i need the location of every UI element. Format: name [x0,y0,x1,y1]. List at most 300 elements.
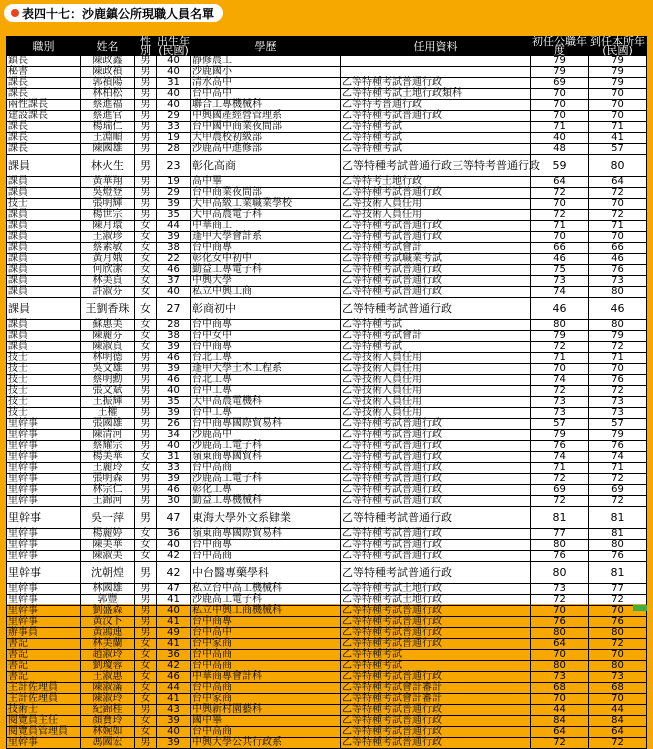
cell-education: 台中商專 [191,243,341,254]
cell-title: 課長 [7,78,81,89]
cell-education: 沙鹿高工電子科 [191,595,341,606]
cell-title: 課員 [7,254,81,265]
cell-appointment: 乙等特考普通行政 [341,100,531,111]
cell-birth-year: 40 [157,67,191,78]
cell-appointment: 乙等特種考試 [341,133,531,144]
cell-first-year: 48 [531,144,589,155]
cell-title: 技士 [7,397,81,408]
cell-first-year: 70 [531,89,589,100]
cell-name: 王淵順 [81,133,135,144]
cell-birth-year: 44 [157,683,191,694]
cell-appointment: 乙等特種考試普通行政 [341,441,531,452]
cell-name: 紀錦桂 [81,705,135,716]
cell-title: 里幹事 [7,419,81,430]
cell-arrival-year: 76 [589,265,647,276]
cell-gender: 男 [135,397,157,408]
cell-arrival-year: 46 [589,298,647,320]
table-row [7,287,647,298]
cell-birth-year: 40 [157,606,191,617]
cell-birth-year: 38 [157,331,191,342]
table-row [7,408,647,419]
cell-first-year: 69 [531,485,589,496]
cell-gender: 女 [135,694,157,705]
cell-gender: 女 [135,331,157,342]
cell-education: 沙鹿高中 [191,430,341,441]
cell-appointment: 乙等特種考試普通行政 [341,298,531,320]
cell-arrival-year: 70 [589,89,647,100]
cell-first-year: 73 [531,672,589,683]
cell-name: 蔡素敏 [81,243,135,254]
cell-gender: 女 [135,463,157,474]
table-row [7,738,647,749]
cell-gender: 男 [135,56,157,67]
cell-education: 台中高商 [191,683,341,694]
cell-gender: 女 [135,661,157,672]
cell-education: 台中工專 [191,386,341,397]
cell-gender: 女 [135,650,157,661]
table-row [7,386,647,397]
cell-gender: 女 [135,540,157,551]
cell-education: 彰化工專 [191,485,341,496]
cell-education: 台中高中 [191,628,341,639]
cell-birth-year: 39 [157,232,191,243]
cell-title: 秘書 [7,67,81,78]
col-header-birth-year: 出生年(民國) [157,35,190,57]
cell-gender: 女 [135,683,157,694]
cell-arrival-year: 64 [589,727,647,738]
cell-education: 清水高中 [191,78,341,89]
cell-name: 陳清河 [81,430,135,441]
cell-appointment: 乙等特種考試會計 [341,331,531,342]
cell-birth-year: 27 [157,298,191,320]
cell-name: 林婉如 [81,727,135,738]
cell-education: 中華商工 [191,221,341,232]
cell-title: 里幹事 [7,441,81,452]
cell-gender: 男 [135,199,157,210]
cell-appointment: 乙等特種考試普通行政 [341,507,531,529]
cell-gender: 男 [135,617,157,628]
table-row [7,243,647,254]
roster-table [6,36,647,749]
cell-appointment: 乙等特種考試職業考試 [341,254,531,265]
cell-first-year: 66 [531,243,589,254]
cell-title: 閱覽員管理員 [7,727,81,738]
table-row [7,551,647,562]
cell-education: 台中商專 [191,617,341,628]
cell-birth-year: 39 [157,738,191,749]
cell-first-year: 44 [531,705,589,716]
cell-name: 王振輝 [81,397,135,408]
cell-appointment: 乙等特種考試 [341,661,531,672]
cell-appointment: 乙等技術人員任用 [341,375,531,386]
cell-birth-year: 39 [157,408,191,419]
cell-appointment: 乙等特種考試普通行政 [341,265,531,276]
cell-education: 東海大學外文系肄業 [191,507,341,529]
cell-arrival-year: 70 [589,111,647,122]
cell-appointment: 乙等技術人員任用 [341,199,531,210]
col-header-first-year: 初任公職年度 [532,35,587,57]
cell-gender: 男 [135,375,157,386]
cell-arrival-year: 72 [589,342,647,353]
table-row [7,177,647,188]
cell-gender: 男 [135,738,157,749]
table-row [7,122,647,133]
cell-birth-year: 28 [157,144,191,155]
cell-first-year: 40 [531,133,589,144]
roster-sheet [6,35,646,748]
header-row [7,37,647,56]
cell-title: 課員 [7,331,81,342]
cell-arrival-year: 80 [589,287,647,298]
cell-name: 黃汶卜 [81,617,135,628]
cell-name: 王淑珍 [81,232,135,243]
table-row [7,254,647,265]
cell-arrival-year: 72 [589,639,647,650]
table-row [7,540,647,551]
cell-arrival-year: 71 [589,221,647,232]
cell-birth-year: 41 [157,639,191,650]
bullet-icon [11,9,19,17]
cell-appointment: 乙等特種考試 [341,144,531,155]
cell-gender: 女 [135,221,157,232]
table-row [7,584,647,595]
cell-birth-year: 22 [157,254,191,265]
cell-education: 大甲農校初級部 [191,133,341,144]
cell-birth-year: 36 [157,529,191,540]
cell-appointment: 乙等特種考試普通行政 [341,639,531,650]
cell-birth-year: 39 [157,342,191,353]
footer-mark [633,605,647,611]
cell-arrival-year: 73 [589,397,647,408]
cell-gender: 女 [135,276,157,287]
cell-education: 私立中興工商 [191,287,341,298]
table-row [7,155,647,177]
cell-first-year: 70 [531,694,589,705]
cell-name: 黃鴻連 [81,628,135,639]
cell-birth-year: 19 [157,133,191,144]
cell-title: 技士 [7,353,81,364]
cell-name: 劉盛森 [81,606,135,617]
cell-first-year: 64 [531,727,589,738]
cell-arrival-year: 80 [589,661,647,672]
cell-name: 王淑惠 [81,672,135,683]
cell-gender: 男 [135,89,157,100]
cell-first-year: 71 [531,463,589,474]
cell-first-year: 72 [531,342,589,353]
cell-appointment: 乙等特種考試普通行政 [341,617,531,628]
cell-name: 蔡耀宗 [81,441,135,452]
table-row [7,210,647,221]
table-row [7,89,647,100]
cell-birth-year: 33 [157,122,191,133]
cell-arrival-year: 72 [589,188,647,199]
cell-first-year: 80 [531,661,589,672]
cell-education: 台北工專 [191,353,341,364]
cell-name: 黃華翔 [81,177,135,188]
cell-title: 里幹事 [7,551,81,562]
cell-education: 聯合工專機械科 [191,100,341,111]
table-row [7,419,647,430]
cell-name: 林火生 [81,155,135,177]
col-header-name: 姓名 [81,37,135,56]
cell-first-year: 64 [531,177,589,188]
cell-appointment: 乙等特種考試普通行政 [341,705,531,716]
cell-arrival-year: 76 [589,375,647,386]
cell-name: 張明森 [81,474,135,485]
cell-title: 課長 [7,122,81,133]
cell-birth-year: 40 [157,287,191,298]
cell-arrival-year: 79 [589,430,647,441]
cell-education: 國中畢 [191,716,341,727]
cell-birth-year: 34 [157,430,191,441]
cell-name: 楊世宗 [81,210,135,221]
cell-title: 課員 [7,188,81,199]
table-row [7,716,647,727]
cell-birth-year: 43 [157,705,191,716]
cell-gender: 男 [135,177,157,188]
cell-first-year: 79 [531,67,589,78]
cell-first-year: 59 [531,155,589,177]
table-row [7,474,647,485]
cell-arrival-year: 73 [589,408,647,419]
cell-birth-year: 36 [157,650,191,661]
cell-education: 沙鹿高中進修部 [191,144,341,155]
cell-gender: 女 [135,716,157,727]
cell-education: 台中女中 [191,331,341,342]
cell-gender: 女 [135,232,157,243]
cell-education: 勤益工專機械科 [191,496,341,507]
table-row [7,463,647,474]
cell-arrival-year: 71 [589,353,647,364]
cell-education: 台中高商 [191,661,341,672]
cell-first-year: 46 [531,298,589,320]
cell-appointment: 乙等特種考試普通行政 [341,727,531,738]
cell-name: 吳文雄 [81,364,135,375]
cell-birth-year: 31 [157,452,191,463]
cell-name: 馮國宏 [81,738,135,749]
cell-education: 嶺東商專國際貿易科 [191,529,341,540]
cell-appointment: 乙等特種考試普通行政 [341,529,531,540]
table-row [7,221,647,232]
cell-name: 楊麗婷 [81,529,135,540]
cell-appointment: 乙等特種考試普通行政 [341,276,531,287]
cell-title: 課員 [7,221,81,232]
cell-birth-year: 40 [157,100,191,111]
cell-appointment: 乙等特種考試普通行政 [341,716,531,727]
cell-title: 里幹事 [7,485,81,496]
cell-gender: 男 [135,111,157,122]
cell-title: 課員 [7,298,81,320]
cell-education: 沙鹿高工電子科 [191,441,341,452]
col-header-gender: 性別 [135,37,157,56]
table-row [7,683,647,694]
table-row [7,694,647,705]
cell-birth-year: 47 [157,507,191,529]
table-row [7,441,647,452]
table-row [7,617,647,628]
cell-birth-year: 46 [157,485,191,496]
cell-title: 課員 [7,287,81,298]
title-bar [4,4,304,22]
cell-education: 台中商專 [191,342,341,353]
cell-gender: 女 [135,320,157,331]
cell-arrival-year: 81 [589,562,647,584]
cell-name: 吳一萍 [81,507,135,529]
cell-education: 彰化高商 [191,155,341,177]
cell-name: 何欣潔 [81,265,135,276]
cell-birth-year: 35 [157,397,191,408]
cell-gender: 男 [135,595,157,606]
cell-first-year: 80 [531,562,589,584]
cell-title: 里幹事 [7,474,81,485]
cell-education: 台中商專 [191,540,341,551]
cell-appointment: 乙等特種考試土地行政 [341,584,531,595]
cell-gender: 男 [135,78,157,89]
cell-education: 台中商專 [191,320,341,331]
cell-title: 鎮長 [7,56,81,67]
cell-gender: 男 [135,364,157,375]
cell-first-year: 70 [531,232,589,243]
cell-birth-year: 40 [157,386,191,397]
cell-education: 台中商專國際貿易科 [191,419,341,430]
cell-arrival-year: 70 [589,606,647,617]
cell-title: 課長 [7,133,81,144]
cell-arrival-year: 68 [589,683,647,694]
cell-appointment: 乙等特種考試普通行政 [341,474,531,485]
cell-birth-year: 46 [157,375,191,386]
cell-arrival-year: 41 [589,133,647,144]
cell-arrival-year: 79 [589,56,647,67]
table-row [7,485,647,496]
cell-birth-year: 41 [157,694,191,705]
cell-education: 台北工專 [191,375,341,386]
cell-title: 技士 [7,386,81,397]
cell-birth-year: 19 [157,177,191,188]
cell-appointment: 乙等技術人員任用 [341,364,531,375]
cell-birth-year: 28 [157,320,191,331]
cell-arrival-year: 76 [589,441,647,452]
cell-first-year: 68 [531,683,589,694]
cell-first-year: 69 [531,78,589,89]
cell-gender: 男 [135,507,157,529]
cell-appointment: 乙等特種考試普通行政 [341,485,531,496]
cell-appointment: 乙等特種考試普通行政 [341,221,531,232]
cell-title: 書記 [7,650,81,661]
cell-birth-year: 23 [157,155,191,177]
cell-birth-year: 46 [157,672,191,683]
cell-appointment: 乙等特種考試普通行政 [341,606,531,617]
cell-birth-year: 39 [157,716,191,727]
cell-birth-year: 30 [157,496,191,507]
cell-birth-year: 40 [157,56,191,67]
cell-appointment: 乙等特種考試普通行政 [341,551,531,562]
col-header-title: 職別 [7,37,81,56]
cell-first-year: 72 [531,210,589,221]
cell-appointment: 乙等特種考試 [341,320,531,331]
cell-title: 里幹事 [7,529,81,540]
cell-title: 書記 [7,661,81,672]
table-row [7,496,647,507]
table-row [7,672,647,683]
cell-birth-year: 40 [157,540,191,551]
cell-name: 蔡進福 [81,100,135,111]
cell-appointment: 乙等特種考試普通行政 [341,463,531,474]
col-header-appointment: 任用資料 [341,37,531,56]
cell-gender: 女 [135,672,157,683]
cell-title: 技士 [7,199,81,210]
table-row [7,353,647,364]
cell-title: 書記 [7,639,81,650]
cell-first-year: 79 [531,56,589,67]
cell-title: 課員 [7,243,81,254]
cell-gender: 男 [135,705,157,716]
cell-birth-year: 42 [157,551,191,562]
table-row [7,111,647,122]
cell-gender: 男 [135,155,157,177]
cell-name: 陳淑滿 [81,683,135,694]
cell-arrival-year: 76 [589,551,647,562]
cell-birth-year: 41 [157,595,191,606]
cell-appointment: 乙等特考土地行政 [341,177,531,188]
table-row [7,661,647,672]
cell-education: 台中高中 [191,89,341,100]
cell-first-year: 72 [531,474,589,485]
table-row [7,342,647,353]
cell-arrival-year: 57 [589,144,647,155]
cell-birth-year: 29 [157,188,191,199]
cell-name: 陳國雄 [81,144,135,155]
cell-title: 里幹事 [7,562,81,584]
cell-appointment [341,56,531,67]
cell-arrival-year: 79 [589,331,647,342]
cell-appointment: 乙等特種考試 [341,122,531,133]
cell-education: 高中畢 [191,177,341,188]
cell-first-year: 80 [531,628,589,639]
cell-birth-year: 40 [157,441,191,452]
cell-birth-year: 46 [157,353,191,364]
cell-appointment: 乙等特種考試普通行政 [341,452,531,463]
cell-name: 吳燈登 [81,188,135,199]
cell-first-year: 79 [531,430,589,441]
cell-appointment: 乙等特種考試普通行政 [341,540,531,551]
cell-arrival-year: 70 [589,232,647,243]
cell-name: 陳淑美 [81,551,135,562]
cell-name: 林美蘭 [81,639,135,650]
cell-gender: 女 [135,254,157,265]
cell-gender: 男 [135,100,157,111]
cell-appointment: 乙等特種考試普通行政 [341,496,531,507]
cell-title: 技術士 [7,705,81,716]
cell-name: 林美貞 [81,276,135,287]
cell-arrival-year: 84 [589,716,647,727]
cell-title: 課員 [7,342,81,353]
cell-appointment: 乙等特種考試會計 [341,243,531,254]
cell-arrival-year: 72 [589,210,647,221]
cell-name: 陳淑貞 [81,342,135,353]
cell-education: 大甲高級工業職業學校 [191,199,341,210]
cell-name: 張文斌 [81,386,135,397]
cell-name: 林宗仁 [81,485,135,496]
cell-education: 大甲高農電機科 [191,397,341,408]
cell-birth-year: 47 [157,584,191,595]
cell-gender: 男 [135,133,157,144]
cell-birth-year: 46 [157,265,191,276]
cell-birth-year: 29 [157,111,191,122]
cell-education: 私立台中高工機械科 [191,584,341,595]
cell-education: 私立中興工商機械科 [191,606,341,617]
table-row [7,232,647,243]
cell-name: 劉瓊蓉 [81,661,135,672]
